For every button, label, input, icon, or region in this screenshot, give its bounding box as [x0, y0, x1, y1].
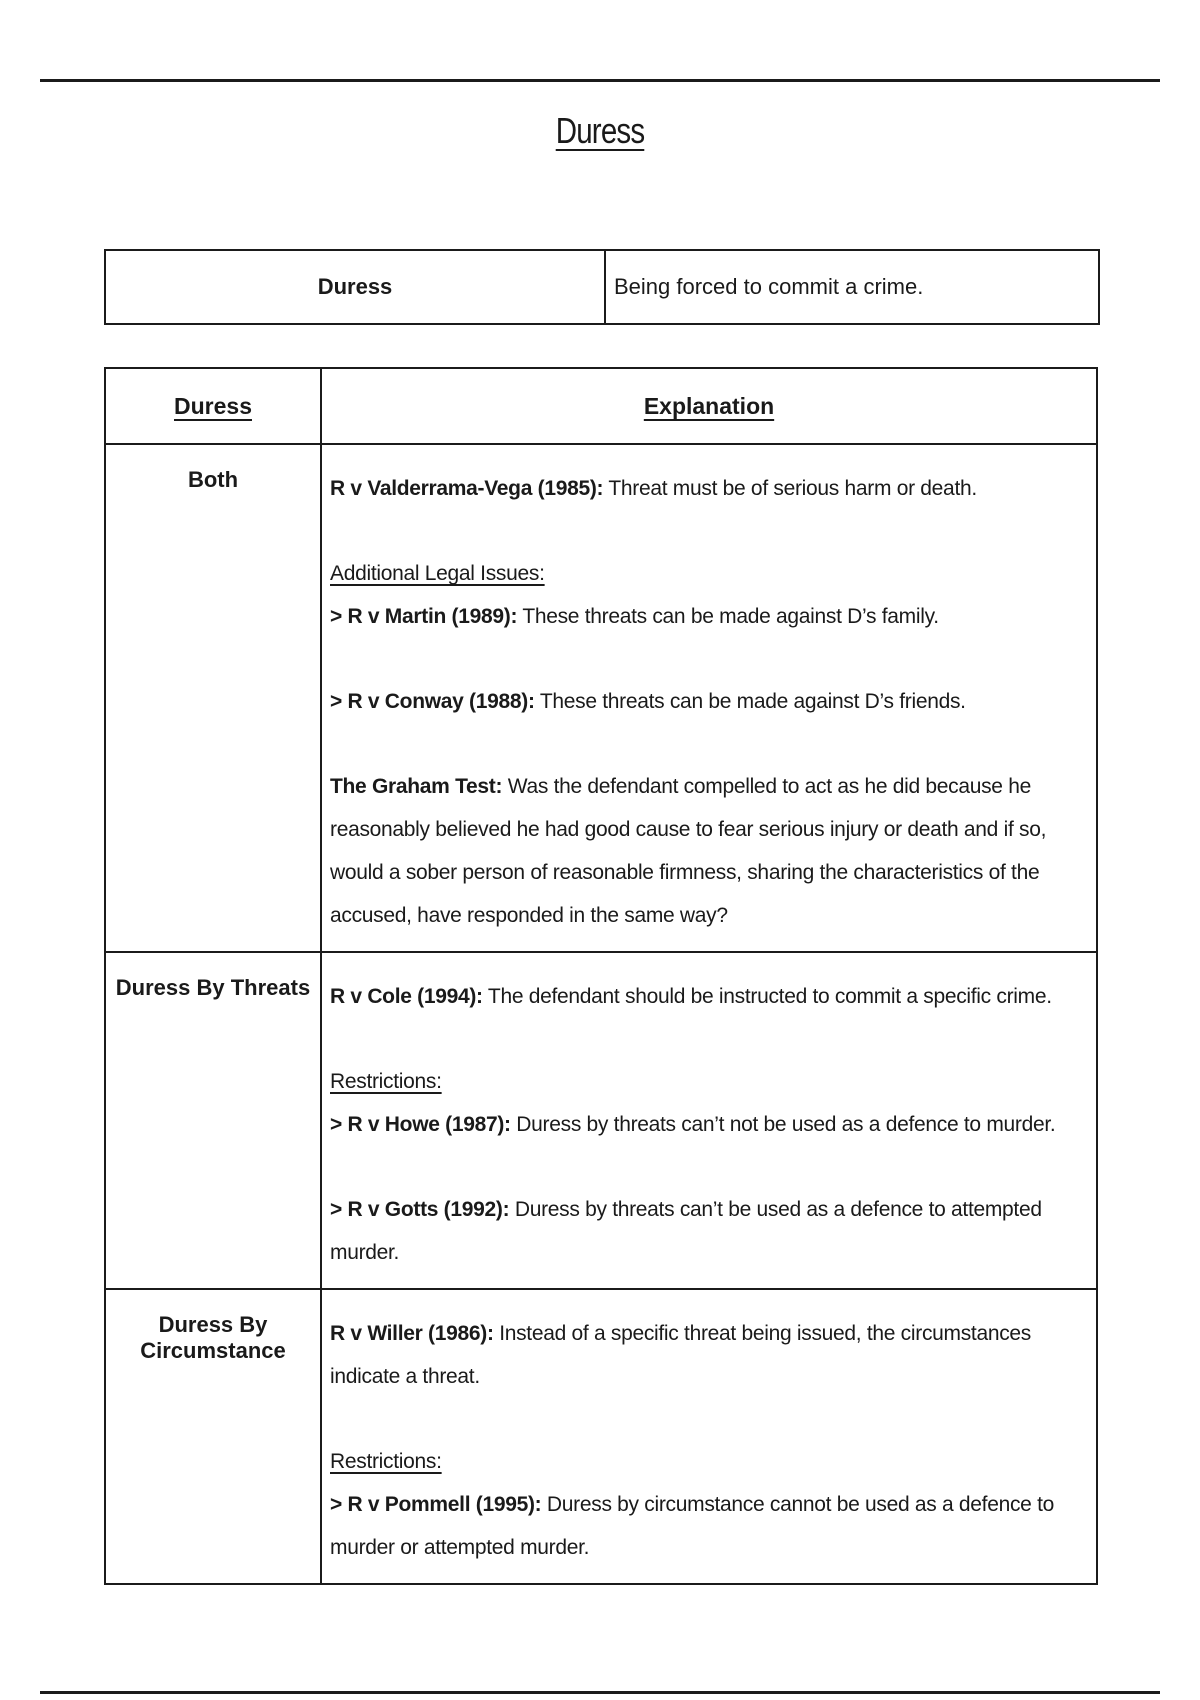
definition-table	[104, 249, 1100, 325]
case-entry: The Graham Test: Was the defendant compelled to act as he did because he reasonably believed he had good cause to fear serious injury or death and if so, would a sober person of reasonable firmness, sharing the characteristics of the accused, have responded in the same way?	[330, 775, 1047, 927]
top-rule	[40, 79, 1160, 82]
case-entry: > R v Martin (1989): These threats can be made against D’s family.	[330, 605, 939, 628]
table-row	[105, 444, 1097, 952]
subheading: Additional Legal Issues:	[330, 562, 545, 585]
subheading: Restrictions:	[330, 1070, 442, 1093]
page-title: Duress	[555, 110, 645, 151]
table-header-row	[105, 368, 1097, 444]
explanation-threats	[321, 952, 1097, 1289]
case-entry: R v Willer (1986): Instead of a specific threat being issued, the circumstances indicate a threat.	[330, 1322, 1031, 1388]
case-entry: > R v Pommell (1995): Duress by circumstance cannot be used as a defence to murder or attempted murder.	[330, 1493, 1054, 1559]
case-entry: R v Cole (1994): The defendant should be instructed to commit a specific crime.	[330, 985, 1052, 1008]
explanation-circumstance	[321, 1289, 1097, 1584]
definition-text: Being forced to commit a crime.	[605, 250, 1099, 324]
case-entry: > R v Gotts (1992): Duress by threats can’t be used as a defence to attempted murder.	[330, 1198, 1042, 1264]
case-entry: R v Valderrama-Vega (1985): Threat must be of serious harm or death.	[330, 477, 977, 500]
cases-table	[104, 367, 1098, 1585]
table-row	[105, 952, 1097, 1289]
header-duress: Duress	[105, 368, 321, 444]
case-entry: > R v Conway (1988): These threats can be made against D’s friends.	[330, 690, 966, 713]
case-entry: > R v Howe (1987): Duress by threats can’t not be used as a defence to murder.	[330, 1113, 1056, 1136]
definition-term: Duress	[105, 250, 605, 324]
subheading: Restrictions:	[330, 1450, 442, 1473]
row-label-circumstance: Duress By Circumstance	[105, 1289, 321, 1584]
table-row	[105, 1289, 1097, 1584]
explanation-both	[321, 444, 1097, 952]
row-label-both: Both	[105, 444, 321, 952]
bottom-rule	[40, 1691, 1160, 1694]
header-explanation: Explanation	[321, 368, 1097, 444]
definition-row	[105, 250, 1099, 324]
row-label-threats: Duress By Threats	[105, 952, 321, 1289]
